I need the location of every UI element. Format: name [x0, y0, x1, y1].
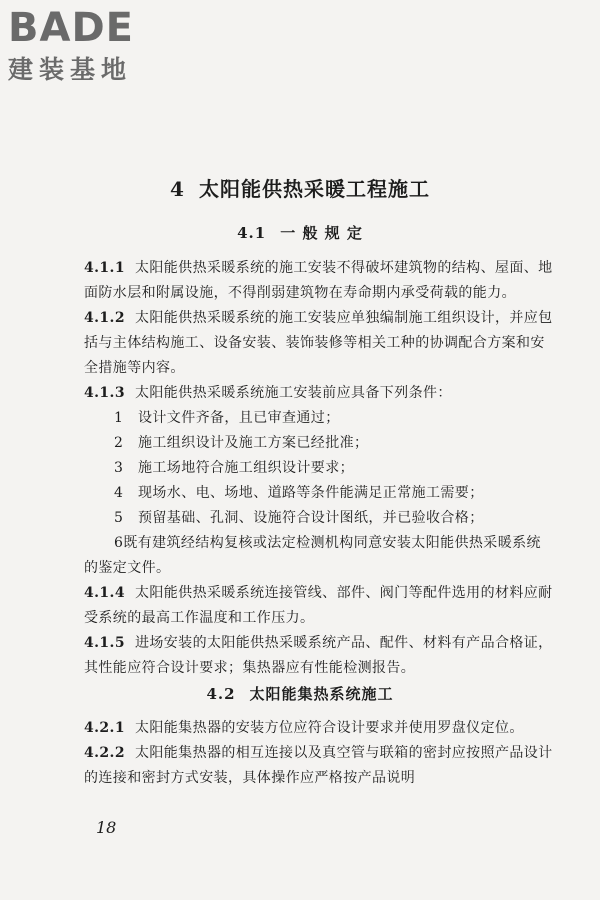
- list-item-number: 2: [114, 435, 124, 451]
- clause-number: 4.2.2: [84, 745, 125, 761]
- list-item-number: 6: [114, 535, 124, 551]
- list-item-text: 施工场地符合施工组织设计要求；: [138, 460, 354, 476]
- clause-4-1-2: [84, 306, 554, 381]
- section-heading-4-1: [0, 222, 600, 243]
- clause-text: 太阳能供热采暖系统的施工安装应单独编制施工组织设计，并应包括与主体结构施工、设备安装、装饰装修等相关工种的协调配合方案和安全措施等内容。: [84, 310, 553, 376]
- chapter-title-text: 太阳能供热采暖工程施工: [198, 177, 430, 201]
- list-item-text: 既有建筑经结构复核或法定检测机构同意安装太阳能供热采暖系统的鉴定文件。: [84, 535, 541, 576]
- list-item-number: 3: [114, 460, 124, 476]
- clause-4-1-3: [84, 381, 554, 406]
- list-item-text: 设计文件齐备，且已审查通过；: [138, 410, 340, 426]
- clause-text: 太阳能集热器的相互连接以及真空管与联箱的密封应按照产品设计的连接和密封方式安装，具体操作应严格按产品说明: [84, 745, 553, 786]
- clause-text: 进场安装的太阳能供热采暖系统产品、配件、材料有产品合格证，其性能应符合设计要求；集热器应有性能检测报告。: [84, 635, 553, 676]
- list-item-text: 施工组织设计及施工方案已经批准；: [138, 435, 369, 451]
- clause-text: 太阳能供热采暖系统施工安装前应具备下列条件：: [134, 385, 452, 401]
- clause-4-2-1: [84, 716, 554, 741]
- logo-subtitle: 建装基地: [8, 55, 133, 84]
- section-heading-4-2: [0, 683, 600, 704]
- list-item: [84, 456, 554, 481]
- list-item: [84, 406, 554, 431]
- clause-number: 4.1.2: [84, 310, 125, 326]
- section-number: 4.2: [206, 685, 236, 703]
- list-item-number: 4: [114, 485, 124, 501]
- list-item: [84, 506, 554, 531]
- list-item: [84, 431, 554, 456]
- chapter-number: 4: [170, 177, 185, 201]
- clause-number: 4.1.3: [84, 385, 125, 401]
- list-item-text: 现场水、电、场地、道路等条件能满足正常施工需要；: [138, 485, 484, 501]
- list-item: [84, 481, 554, 506]
- clause-number: 4.1.5: [84, 635, 125, 651]
- clause-number: 4.2.1: [84, 720, 125, 736]
- clause-text: 太阳能供热采暖系统的施工安装不得破坏建筑物的结构、屋面、地面防水层和附属设施，不得削弱建筑物在寿命期内承受荷载的能力。: [84, 260, 553, 301]
- list-item-text: 预留基础、孔洞、设施符合设计图纸，并已验收合格；: [138, 510, 484, 526]
- clause-4-2-2: [84, 741, 554, 791]
- section-4-1-body: [84, 256, 554, 681]
- clause-number: 4.1.1: [84, 260, 125, 276]
- clause-4-1-5: [84, 631, 554, 681]
- list-item-number: 1: [114, 410, 124, 426]
- logo: [8, 5, 178, 84]
- clause-text: 太阳能供热采暖系统连接管线、部件、阀门等配件选用的材料应耐受系统的最高工作温度和工作压力。: [84, 585, 553, 626]
- clause-4-1-1: [84, 256, 554, 306]
- section-title: 一 般 规 定: [280, 224, 363, 242]
- logo-word-text: BADE: [8, 5, 134, 51]
- clause-text: 太阳能集热器的安装方位应符合设计要求并使用罗盘仪定位。: [134, 720, 524, 736]
- section-number: 4.1: [237, 224, 267, 242]
- page-number: 18: [96, 818, 117, 837]
- list-item: [84, 531, 554, 581]
- clause-4-1-4: [84, 581, 554, 631]
- logo-wordmark: [8, 5, 178, 51]
- chapter-title: [0, 173, 600, 202]
- section-title: 太阳能集热系统施工: [249, 685, 394, 703]
- clause-number: 4.1.4: [84, 585, 125, 601]
- section-4-2-body: [84, 716, 554, 791]
- list-item-number: 5: [114, 510, 124, 526]
